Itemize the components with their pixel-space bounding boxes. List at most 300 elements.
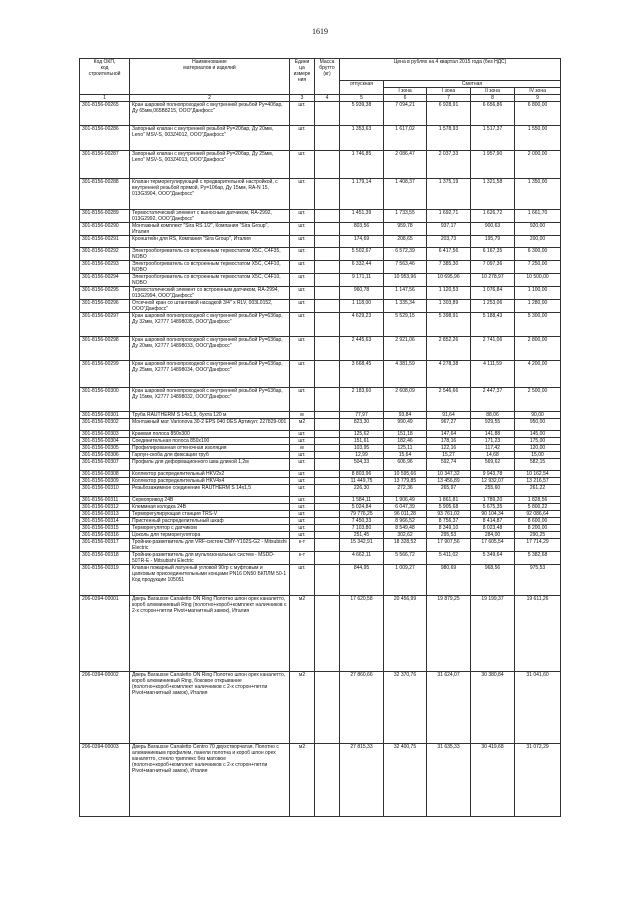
- row-price-zone1: 1 335,34: [384, 300, 427, 313]
- row-price-zone4: 145,00: [515, 431, 561, 438]
- column-index-row: [80, 95, 561, 102]
- col-zone1-header: I зона: [384, 88, 427, 95]
- row-mass: [315, 261, 340, 274]
- row-price-otpusk: 803,56: [340, 223, 384, 236]
- row-code: 301-8156-00318: [80, 552, 130, 565]
- row-mass: [315, 565, 340, 596]
- row-name: Дверь Barausse Canaletto ON Ring Полотно шпон орех каналетто, короб алюминиевый Ring, боковое открывание (полотно+короб+комплект наличников с 2-х сторон+петли Pivot+магнитный замок), Италия: [130, 672, 290, 744]
- row-unit: шт.: [290, 478, 315, 485]
- row-price-zone1: 8 549,48: [384, 525, 427, 532]
- row-price-zone4: 200,00: [515, 236, 561, 248]
- row-price-zone1b: 2 852,26: [427, 337, 471, 361]
- row-unit: шт.: [290, 452, 315, 459]
- row-price-zone1b: 7 385,30: [427, 261, 471, 274]
- row-name: Клапан терморегулирующий с предварительной настройкой, с внутренней резьбой прямой, Ру=10бар, Ду 15мм, RA-N 15, 013G3904, ООО"Данфосс": [130, 179, 290, 210]
- row-price-zone1b: 203,73: [427, 236, 471, 248]
- row-unit: шт.: [290, 151, 315, 179]
- row-mass: [315, 504, 340, 511]
- row-price-zone2: 195,79: [471, 236, 515, 248]
- row-name: Сервопривод 24В: [130, 497, 290, 504]
- row-name: Терморегулятор с датчиком: [130, 525, 290, 532]
- row-price-zone1b: 1 375,19: [427, 179, 471, 210]
- table-row: [80, 511, 561, 518]
- column-index: 2: [130, 95, 290, 102]
- row-price-zone2: 17 605,54: [471, 539, 515, 552]
- row-mass: [315, 511, 340, 518]
- row-mass: [315, 438, 340, 445]
- row-price-otpusk: 11 449,75: [340, 478, 384, 485]
- row-price-otpusk: 12,99: [340, 452, 384, 459]
- row-price-zone1: 1 906,49: [384, 497, 427, 504]
- row-price-otpusk: 1 746,85: [340, 151, 384, 179]
- row-price-otpusk: 15 342,91: [340, 539, 384, 552]
- col-zone2-header: II зона: [471, 88, 515, 95]
- row-price-zone1b: 122,16: [427, 445, 471, 452]
- row-code: 301-8156-00309: [80, 478, 130, 485]
- row-price-zone1b: 15,27: [427, 452, 471, 459]
- row-code: 301-8156-00295: [80, 287, 130, 300]
- row-code: 301-8156-00294: [80, 274, 130, 287]
- col-otpusk-header: отпускная: [340, 81, 384, 95]
- row-unit: шт.: [290, 179, 315, 210]
- row-price-zone2: 9 943,78: [471, 471, 515, 478]
- row-unit: шт.: [290, 274, 315, 287]
- row-code: 301-8156-00316: [80, 532, 130, 539]
- table-row: [80, 223, 561, 236]
- row-price-zone4: 15,00: [515, 452, 561, 459]
- row-code: 301-8156-00304: [80, 438, 130, 445]
- row-code: 301-8156-00290: [80, 223, 130, 236]
- row-unit: шт.: [290, 438, 315, 445]
- row-price-zone1b: 147,64: [427, 431, 471, 438]
- table-row: [80, 431, 561, 438]
- row-unit: шт.: [290, 497, 315, 504]
- row-name: Кран шаровой полнопроходной с внутренней резьбой Ру=63бар, Ду 32мм, X2777 14898035, ООО"Данфосс": [130, 313, 290, 337]
- row-unit: шт.: [290, 248, 315, 261]
- row-price-zone4: 31 072,29: [515, 744, 561, 817]
- table-row: [80, 565, 561, 596]
- row-price-zone2: 569,62: [471, 459, 515, 471]
- row-price-zone4: 90,00: [515, 412, 561, 419]
- row-price-zone1: 959,78: [384, 223, 427, 236]
- row-price-zone2: 284,00: [471, 532, 515, 539]
- row-price-zone1b: 1 692,71: [427, 210, 471, 223]
- row-name: Электрообогреватель со встроенным термостатом X5C, C4F10, NOBO: [130, 261, 290, 274]
- table-row: [80, 497, 561, 504]
- row-price-zone2: 929,55: [471, 419, 515, 431]
- row-name: Термостатический элемент со встроенным датчиком, RA-2994, 013G2994, ООО"Данфосс": [130, 287, 290, 300]
- row-price-zone1: 272,36: [384, 485, 427, 497]
- row-price-otpusk: 5 939,38: [340, 102, 384, 126]
- row-name: Отсечной кран со штанговой насадкой 3/4" х RLV, 003L0152, ООО"Данфосс": [130, 300, 290, 313]
- row-price-otpusk: 7 450,33: [340, 518, 384, 525]
- row-price-zone2: 4 111,59: [471, 361, 515, 388]
- row-unit: шт.: [290, 261, 315, 274]
- col-code-header: Код ОКП, код строительной: [80, 59, 130, 95]
- row-unit: шт.: [290, 471, 315, 478]
- row-price-zone1b: 2 037,33: [427, 151, 471, 179]
- row-unit: к-т: [290, 539, 315, 552]
- row-price-zone1b: 6 417,56: [427, 248, 471, 261]
- row-price-zone1: 18 328,52: [384, 539, 427, 552]
- row-mass: [315, 452, 340, 459]
- row-name: Кран шаровой полнопроходной с внутренней резьбой Ру=63бар, Ду 25мм, X2777 14898034, ООО"Данфосс": [130, 361, 290, 388]
- row-price-zone1: 1 408,37: [384, 179, 427, 210]
- row-price-otpusk: 2 445,63: [340, 337, 384, 361]
- row-price-zone1b: 19 879,25: [427, 596, 471, 672]
- row-price-zone2: 141,88: [471, 431, 515, 438]
- row-name: Дверь Barausse Canaletto ON Ring Полотно шпон орех каналетто, короб алюминиевый Ring (полотно+короб+комплект наличников с 2-х сторон+петли Pivot+магнитный замок), Италия: [130, 596, 290, 672]
- row-price-zone1: 93,84: [384, 412, 427, 419]
- row-mass: [315, 102, 340, 126]
- row-code: 301-8156-00305: [80, 445, 130, 452]
- row-name: Профиль для деформационного шва длиной 1,2м: [130, 459, 290, 471]
- row-code: 301-8156-00311: [80, 497, 130, 504]
- row-price-zone4: 4 200,00: [515, 361, 561, 388]
- table-body: [80, 102, 561, 817]
- row-code: 301-8156-00287: [80, 151, 130, 179]
- table-row: [80, 539, 561, 552]
- table-row: [80, 672, 561, 744]
- row-price-otpusk: 27 860,66: [340, 672, 384, 744]
- row-price-zone4: 1 661,70: [515, 210, 561, 223]
- row-mass: [315, 596, 340, 672]
- row-price-zone1: 6 047,39: [384, 504, 427, 511]
- row-price-zone4: 13 216,57: [515, 478, 561, 485]
- row-code: 301-8156-00265: [80, 102, 130, 126]
- table-row: [80, 361, 561, 388]
- table-row: [80, 452, 561, 459]
- row-price-zone2: 5 675,35: [471, 504, 515, 511]
- row-code: 301-8156-00302: [80, 419, 130, 431]
- row-price-zone1b: 592,74: [427, 459, 471, 471]
- table-row: [80, 287, 561, 300]
- row-price-zone4: 10 162,54: [515, 471, 561, 478]
- column-index: 4: [315, 95, 340, 102]
- row-price-zone2: 117,42: [471, 445, 515, 452]
- table-row: [80, 459, 561, 471]
- row-unit: м2: [290, 596, 315, 672]
- row-price-zone4: 6 800,00: [515, 102, 561, 126]
- row-price-zone1b: 6 928,91: [427, 102, 471, 126]
- row-mass: [315, 419, 340, 431]
- row-price-zone2: 1 626,72: [471, 210, 515, 223]
- row-name: Труба RAUTHERM S 14x1,5, бухта 120 м: [130, 412, 290, 419]
- row-unit: м2: [290, 744, 315, 817]
- row-price-otpusk: 1 179,14: [340, 179, 384, 210]
- row-mass: [315, 236, 340, 248]
- row-price-zone2: 90 104,34: [471, 511, 515, 518]
- row-price-zone2: 968,56: [471, 565, 515, 596]
- row-price-zone1: 10 595,66: [384, 471, 427, 478]
- row-name: Термостатический элемент с выносным датчиком, RA-2992, 013G2992, ООО"Данфосс": [130, 210, 290, 223]
- row-code: 301-8156-00313: [80, 511, 130, 518]
- row-mass: [315, 552, 340, 565]
- row-code: 301-8156-00317: [80, 539, 130, 552]
- row-price-zone1b: 1 303,89: [427, 300, 471, 313]
- row-price-zone2: 1 076,84: [471, 287, 515, 300]
- table-row: [80, 445, 561, 452]
- row-mass: [315, 518, 340, 525]
- row-name: Запорный клапан с внутренней резьбой Ру=20бар, Ду 25мм, Leno" MSV-S, 003Z4013, ООО"Данфосс": [130, 151, 290, 179]
- row-name: Клеммная колодка 24В: [130, 504, 290, 511]
- row-price-zone1b: 980,69: [427, 565, 471, 596]
- table-row: [80, 419, 561, 431]
- row-unit: м: [290, 445, 315, 452]
- row-code: 301-8156-00288: [80, 179, 130, 210]
- row-price-otpusk: 504,33: [340, 459, 384, 471]
- row-unit: шт.: [290, 223, 315, 236]
- row-price-zone1b: 10 347,32: [427, 471, 471, 478]
- row-name: Тройник-разветвитель для VRF-систем CMY-Y102S-G2 - Mitsubishi Electric: [130, 539, 290, 552]
- row-price-otpusk: 5 502,67: [340, 248, 384, 261]
- row-unit: м2: [290, 672, 315, 744]
- row-price-otpusk: 174,69: [340, 236, 384, 248]
- row-price-zone2: 5 188,43: [471, 313, 515, 337]
- row-mass: [315, 532, 340, 539]
- column-index: 6: [384, 95, 427, 102]
- row-code: 206-0394-00001: [80, 596, 130, 672]
- row-mass: [315, 412, 340, 419]
- row-unit: шт.: [290, 485, 315, 497]
- row-price-zone1: 5 566,72: [384, 552, 427, 565]
- row-unit: шт.: [290, 102, 315, 126]
- row-price-zone2: 12 932,07: [471, 478, 515, 485]
- row-unit: шт.: [290, 126, 315, 151]
- table-row: [80, 274, 561, 287]
- row-name: Кран шаровой полнопроходной с внутренней резьбой Ру=40бар, Ду 65мм,065B8215, ООО"Данфосс": [130, 102, 290, 126]
- row-price-otpusk: 17 620,58: [340, 596, 384, 672]
- row-price-zone4: 1 350,00: [515, 179, 561, 210]
- page-number: 1619: [312, 27, 328, 36]
- row-price-zone2: 7 097,36: [471, 261, 515, 274]
- row-price-zone1b: 31 624,07: [427, 672, 471, 744]
- table-row: [80, 151, 561, 179]
- row-mass: [315, 672, 340, 744]
- row-code: 301-8156-00298: [80, 337, 130, 361]
- col-name-header: Наименование материалов и изделий: [130, 59, 290, 95]
- row-mass: [315, 300, 340, 313]
- table-row: [80, 179, 561, 210]
- row-price-zone4: 10 500,00: [515, 274, 561, 287]
- row-price-zone1: 2 921,06: [384, 337, 427, 361]
- table-row: [80, 388, 561, 412]
- row-price-zone4: 2 500,00: [515, 388, 561, 412]
- row-price-zone4: 6 300,00: [515, 248, 561, 261]
- row-mass: [315, 485, 340, 497]
- row-unit: шт.: [290, 287, 315, 300]
- row-name: Кронштейн для RS, Компания "Sira Group", Италия: [130, 236, 290, 248]
- row-code: 301-8156-00293: [80, 261, 130, 274]
- row-unit: шт.: [290, 388, 315, 412]
- col-price-group-header: Цена в рублях на 4 квартал 2015 года (без НДС): [340, 59, 561, 81]
- row-code: 301-8156-00292: [80, 248, 130, 261]
- row-code: 301-8156-00286: [80, 126, 130, 151]
- row-mass: [315, 471, 340, 478]
- row-code: 301-8156-00308: [80, 471, 130, 478]
- row-price-zone1: 2 608,09: [384, 388, 427, 412]
- row-price-zone4: 7 250,00: [515, 261, 561, 274]
- row-price-zone1b: 4 278,38: [427, 361, 471, 388]
- row-price-zone1b: 1 120,53: [427, 287, 471, 300]
- row-mass: [315, 337, 340, 361]
- row-price-zone4: 1 828,56: [515, 497, 561, 504]
- row-price-zone1: 7 094,21: [384, 102, 427, 126]
- row-price-otpusk: 2 183,60: [340, 388, 384, 412]
- row-price-zone2: 171,23: [471, 438, 515, 445]
- row-price-otpusk: 1 353,63: [340, 126, 384, 151]
- row-price-zone1b: 13 456,89: [427, 478, 471, 485]
- row-name: Клапан пожарный латунный угловой 90гр с муфтовым и цапковым присоединительными концами PN16 DN50 БКПЛМ 50-1 Код продукции 105051: [130, 565, 290, 596]
- row-mass: [315, 223, 340, 236]
- column-index: 1: [80, 95, 130, 102]
- row-price-zone4: 290,25: [515, 532, 561, 539]
- row-code: 301-8156-00315: [80, 525, 130, 532]
- row-price-zone1b: 8 349,10: [427, 525, 471, 532]
- row-name: Гарпун-скоба для фиксации труб: [130, 452, 290, 459]
- row-price-otpusk: 226,30: [340, 485, 384, 497]
- row-price-zone2: 5 349,64: [471, 552, 515, 565]
- table-row: [80, 532, 561, 539]
- table-row: [80, 313, 561, 337]
- row-price-otpusk: 4 629,23: [340, 313, 384, 337]
- row-price-otpusk: 125,62: [340, 431, 384, 438]
- row-price-zone2: 2 741,06: [471, 337, 515, 361]
- table-row: [80, 471, 561, 478]
- row-price-zone1: 1 147,56: [384, 287, 427, 300]
- row-price-zone4: 920,00: [515, 223, 561, 236]
- column-index: 5: [340, 95, 384, 102]
- row-price-zone1: 15,64: [384, 452, 427, 459]
- table-row: [80, 478, 561, 485]
- row-price-otpusk: 27 815,33: [340, 744, 384, 817]
- row-price-otpusk: 6 332,44: [340, 261, 384, 274]
- row-price-zone2: 1 957,90: [471, 151, 515, 179]
- row-unit: шт.: [290, 511, 315, 518]
- row-price-zone4: 975,53: [515, 565, 561, 596]
- col-mass-header: Масса брутто (кг): [315, 59, 340, 95]
- table-row: [80, 236, 561, 248]
- column-index: 7: [427, 95, 471, 102]
- row-price-zone2: 88,06: [471, 412, 515, 419]
- row-price-zone4: 1 550,00: [515, 126, 561, 151]
- row-price-zone1b: 1 861,81: [427, 497, 471, 504]
- row-price-zone4: 1 280,00: [515, 300, 561, 313]
- row-price-zone1: 1 009,27: [384, 565, 427, 596]
- row-price-otpusk: 823,30: [340, 419, 384, 431]
- row-price-zone1b: 1 578,93: [427, 126, 471, 151]
- row-price-zone1: 8 966,52: [384, 518, 427, 525]
- row-price-zone2: 1 517,37: [471, 126, 515, 151]
- row-name: Монтажный комплект "Sira RS 1/2", Компания "Sira Group", Италия: [130, 223, 290, 236]
- row-price-zone1: 182,46: [384, 438, 427, 445]
- col-unit-header: Едини ца измере ния: [290, 59, 315, 95]
- row-price-zone1: 10 953,96: [384, 274, 427, 287]
- table-row: [80, 412, 561, 419]
- row-price-zone2: 30 419,68: [471, 744, 515, 817]
- row-price-zone4: 8 200,00: [515, 525, 561, 532]
- table-row: [80, 248, 561, 261]
- row-price-zone2: 14,68: [471, 452, 515, 459]
- row-mass: [315, 179, 340, 210]
- row-unit: шт.: [290, 459, 315, 471]
- row-price-zone1: 606,96: [384, 459, 427, 471]
- row-mass: [315, 478, 340, 485]
- row-price-zone1b: 937,17: [427, 223, 471, 236]
- row-price-zone1b: 178,16: [427, 438, 471, 445]
- row-price-zone1b: 2 546,66: [427, 388, 471, 412]
- row-price-zone1: 20 456,99: [384, 596, 427, 672]
- row-mass: [315, 525, 340, 532]
- row-unit: шт.: [290, 532, 315, 539]
- col-zone4-header: IV зона: [515, 88, 561, 95]
- table-row: [80, 438, 561, 445]
- row-price-zone1: 5 529,15: [384, 313, 427, 337]
- row-price-zone1b: 10 695,96: [427, 274, 471, 287]
- row-name: Профилированная оттеночная изоляция: [130, 445, 290, 452]
- row-mass: [315, 431, 340, 438]
- row-unit: шт.: [290, 525, 315, 532]
- row-mass: [315, 497, 340, 504]
- row-price-zone2: 8 414,87: [471, 518, 515, 525]
- row-price-zone1b: 91,64: [427, 412, 471, 419]
- row-price-zone2: 2 447,37: [471, 388, 515, 412]
- row-price-otpusk: 9 171,11: [340, 274, 384, 287]
- row-name: Тройник-разветвитель для мультизональных систем - MSDD-50TR-E - Mitsubishi Electric: [130, 552, 290, 565]
- table-row: [80, 300, 561, 313]
- row-name: Резьбозажимное соединение RAUTHERM S 14x1,5: [130, 485, 290, 497]
- row-price-zone2: 1 253,06: [471, 300, 515, 313]
- row-mass: [315, 313, 340, 337]
- row-price-otpusk: 8 803,96: [340, 471, 384, 478]
- row-price-zone4: 5 800,22: [515, 504, 561, 511]
- row-mass: [315, 151, 340, 179]
- row-unit: шт.: [290, 313, 315, 337]
- row-price-zone4: 5 382,68: [515, 552, 561, 565]
- row-price-zone4: 950,00: [515, 419, 561, 431]
- row-unit: шт.: [290, 236, 315, 248]
- column-index: 3: [290, 95, 315, 102]
- row-price-zone1b: 5 398,91: [427, 313, 471, 337]
- row-unit: шт.: [290, 565, 315, 596]
- row-price-zone4: 31 041,60: [515, 672, 561, 744]
- row-price-zone1: 6 572,39: [384, 248, 427, 261]
- row-name: Электрообогреватель со встроенным термостатом X5C, C4F10, NOBO: [130, 274, 290, 287]
- row-unit: шт.: [290, 210, 315, 223]
- row-price-zone1: 32 370,76: [384, 672, 427, 744]
- table-row: [80, 744, 561, 817]
- row-name: Электрообогреватель со встроенным термостатом X5C, C4F35, NOBO: [130, 248, 290, 261]
- row-price-zone4: 2 000,00: [515, 151, 561, 179]
- price-table: [79, 58, 561, 817]
- row-code: 301-8156-00297: [80, 313, 130, 337]
- row-mass: [315, 539, 340, 552]
- row-price-zone1b: 31 635,33: [427, 744, 471, 817]
- row-code: 301-8156-00306: [80, 452, 130, 459]
- row-unit: шт.: [290, 361, 315, 388]
- row-price-otpusk: 77,97: [340, 412, 384, 419]
- row-unit: шт.: [290, 504, 315, 511]
- row-price-zone2: 19 199,37: [471, 596, 515, 672]
- row-price-zone2: 10 278,97: [471, 274, 515, 287]
- row-price-zone4: 1 100,00: [515, 287, 561, 300]
- row-code: 301-8156-00300: [80, 388, 130, 412]
- row-price-zone1b: 5 905,68: [427, 504, 471, 511]
- row-name: Дверь Barausse Canaletto Centro 70 двухстворчатая. Полотно с алюминиевым профилем, панели полотна и короб шпон орех каналетто, стекло триплекс без матовое (полотно+короб+комплект наличников с 2-х сторон+петли Pivot+магнитный замок), Италия: [130, 744, 290, 817]
- row-price-zone1: 208,65: [384, 236, 427, 248]
- row-mass: [315, 445, 340, 452]
- row-price-zone2: 6 167,35: [471, 248, 515, 261]
